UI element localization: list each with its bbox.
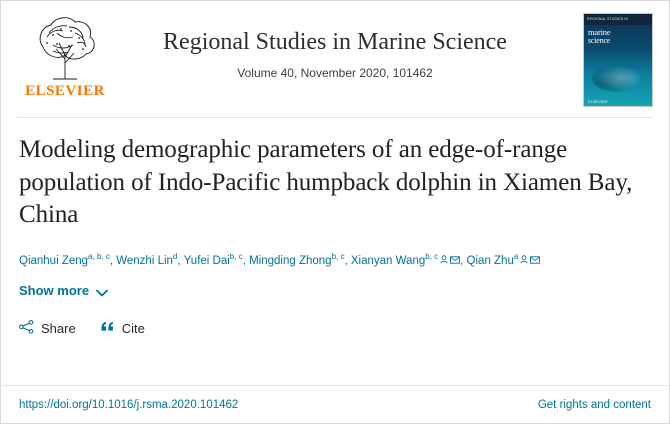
cite-button[interactable] — [100, 320, 145, 336]
author-item[interactable]: Xianyan Wang$^{b, c}$ , — [351, 255, 467, 267]
author-name[interactable]: Xianyan Wang — [350, 255, 426, 268]
cover-artwork — [592, 64, 640, 92]
cite-label: Cite — [121, 320, 145, 336]
author-name[interactable]: Wenzhi Lin — [116, 255, 173, 268]
cover-top-bar — [584, 14, 652, 25]
author-affiliation: a — [513, 252, 519, 262]
doi-link[interactable]: https://doi.org/10.1016/j.rsma.2020.101462 — [19, 398, 239, 411]
get-rights-and-content-link[interactable]: Get rights and content — [537, 398, 651, 411]
author-item[interactable]: Qianhui Zeng$^{a, b, c}$, — [19, 252, 117, 268]
article-actions — [19, 320, 651, 337]
author-affiliation: d — [172, 252, 178, 262]
article-body — [1, 118, 669, 337]
cover-imprint: ELSEVIER — [588, 99, 608, 104]
show-more-button[interactable] — [19, 283, 106, 298]
author-affiliation: b, c — [331, 252, 345, 262]
show-more-label: Show more — [19, 282, 90, 298]
journal-volume-info: Volume 40, November 2020, 101462 — [237, 65, 433, 80]
quote-icon — [100, 320, 115, 336]
cover-top-bar-text: REGIONAL STUDIES IN — [587, 17, 629, 21]
journal-info — [121, 29, 549, 80]
elsevier-wordmark: ELSEVIER — [25, 83, 105, 99]
author-item[interactable]: Mingding Zhong$^{b, c}$, — [249, 252, 351, 268]
share-button[interactable] — [19, 320, 76, 337]
author-item[interactable]: Yufei Dai$^{b, c}$, — [183, 252, 250, 268]
author-name[interactable]: Yufei Dai — [183, 255, 230, 268]
journal-header — [1, 1, 669, 117]
person-icon[interactable] — [520, 252, 528, 270]
person-icon[interactable] — [440, 252, 448, 270]
share-label: Share — [41, 320, 76, 336]
author-affiliation: a, b, c — [88, 252, 110, 262]
page-title: Modeling demographic parameters of an edge-of-range population of Indo-Pacific humpback dolphin in Xiamen Bay, China — [19, 136, 633, 228]
author-name[interactable]: Mingding Zhong — [249, 255, 332, 268]
article-footer — [2, 385, 668, 423]
author-list — [19, 252, 651, 271]
cover-title-line1: marine — [588, 27, 611, 37]
chevron-down-icon — [96, 285, 106, 295]
author-affiliation: b, c — [425, 252, 439, 262]
journal-cover-image[interactable] — [583, 13, 653, 107]
author-name[interactable]: Qianhui Zeng — [19, 255, 89, 268]
elsevier-logo[interactable] — [15, 13, 115, 100]
author-item[interactable]: Wenzhi Lin$^d$, — [116, 252, 184, 268]
author-item[interactable] — [466, 252, 541, 268]
elsevier-tree-icon — [23, 13, 107, 81]
cover-title-line2: science — [588, 35, 611, 45]
share-icon — [19, 320, 34, 337]
envelope-icon[interactable] — [530, 252, 540, 270]
cover-title — [588, 28, 649, 45]
author-name[interactable]: Qian Zhu — [466, 255, 514, 268]
envelope-icon[interactable] — [450, 252, 460, 270]
journal-title: Regional Studies in Marine Science — [163, 29, 507, 55]
author-affiliation: b, c — [229, 252, 243, 262]
